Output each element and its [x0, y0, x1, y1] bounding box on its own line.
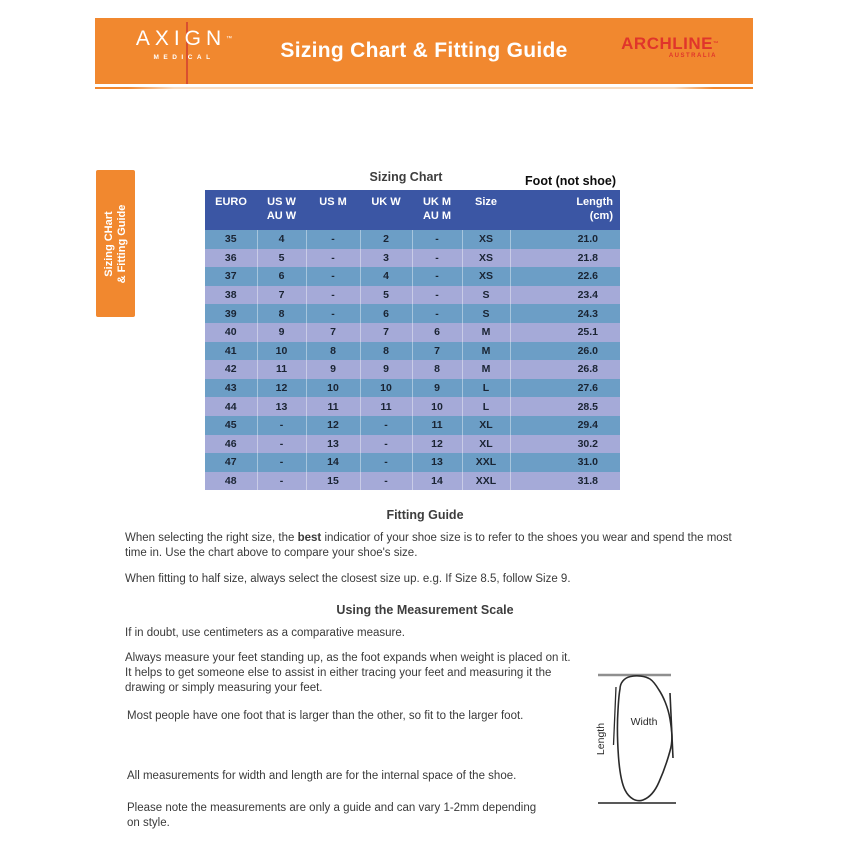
table-row: [205, 286, 620, 305]
sizing-chart-title: Sizing Chart: [369, 170, 443, 184]
table-cell: 6: [360, 304, 412, 323]
foot-measurement-diagram: [590, 645, 725, 815]
table-cell: -: [412, 249, 462, 268]
table-cell: XS: [462, 230, 510, 249]
table-cell: 25.1: [510, 323, 620, 342]
table-cell: 14: [412, 472, 462, 491]
table-cell: -: [412, 304, 462, 323]
table-cell: 26.0: [510, 342, 620, 361]
table-cell: 39: [205, 304, 257, 323]
header-banner: [95, 18, 753, 84]
table-cell: -: [306, 230, 360, 249]
table-row: [205, 472, 620, 491]
table-cell: -: [306, 304, 360, 323]
sidebar-tab-line1: Sizing CHart: [102, 210, 115, 277]
column-header: UK M AU M: [412, 190, 462, 230]
table-cell: S: [462, 304, 510, 323]
table-cell: 22.6: [510, 267, 620, 286]
table-cell: 8: [306, 342, 360, 361]
measurement-paragraph-4: All measurements for width and length are for the internal space of the shoe.: [127, 770, 517, 782]
table-cell: 36: [205, 249, 257, 268]
table-cell: 47: [205, 453, 257, 472]
column-header: Size: [462, 190, 510, 230]
table-cell: 35: [205, 230, 257, 249]
table-cell: XS: [462, 249, 510, 268]
table-row: [205, 304, 620, 323]
table-cell: 41: [205, 342, 257, 361]
table-cell: M: [462, 323, 510, 342]
table-cell: 28.5: [510, 397, 620, 416]
table-cell: S: [462, 286, 510, 305]
column-header: Length (cm): [510, 190, 620, 230]
table-cell: -: [412, 267, 462, 286]
table-cell: 31.8: [510, 472, 620, 491]
table-cell: 4: [360, 267, 412, 286]
table-cell: 12: [257, 379, 306, 398]
table-cell: -: [257, 435, 306, 454]
table-row: [205, 435, 620, 454]
table-cell: 38: [205, 286, 257, 305]
table-cell: 8: [257, 304, 306, 323]
table-cell: 21.8: [510, 249, 620, 268]
table-cell: L: [462, 397, 510, 416]
table-cell: 12: [412, 435, 462, 454]
table-row: [205, 267, 620, 286]
axign-brand-text: AXIGN: [135, 27, 227, 50]
table-cell: 13: [306, 435, 360, 454]
table-cell: -: [360, 453, 412, 472]
table-cell: 5: [257, 249, 306, 268]
axign-trademark: ™: [226, 36, 233, 42]
archline-trademark: ™: [713, 41, 719, 47]
measurement-paragraph-5: [127, 801, 647, 831]
table-row: [205, 249, 620, 268]
table-cell: 43: [205, 379, 257, 398]
table-cell: -: [257, 453, 306, 472]
table-cell: 7: [360, 323, 412, 342]
page-title: Sizing Chart & Fitting Guide: [280, 39, 568, 62]
table-cell: XL: [462, 435, 510, 454]
table-cell: 3: [360, 249, 412, 268]
measurement-p5-line1: Please note the measurements are only a guide and can vary 1-2mm depending: [127, 802, 537, 814]
measurement-paragraph-3: Most people have one foot that is larger than the other, so fit to the larger foot.: [127, 710, 524, 722]
table-cell: 31.0: [510, 453, 620, 472]
table-cell: 2: [360, 230, 412, 249]
table-cell: 40: [205, 323, 257, 342]
table-cell: 4: [257, 230, 306, 249]
table-cell: 48: [205, 472, 257, 491]
table-cell: 27.6: [510, 379, 620, 398]
table-cell: -: [306, 249, 360, 268]
table-row: [205, 342, 620, 361]
table-cell: 24.3: [510, 304, 620, 323]
table-cell: XXL: [462, 472, 510, 491]
table-cell: 11: [360, 397, 412, 416]
table-cell: 7: [412, 342, 462, 361]
fitting-guide-p1-pre: When selecting the right size, the: [125, 532, 298, 544]
table-cell: -: [412, 230, 462, 249]
table-cell: 11: [257, 360, 306, 379]
table-cell: 6: [257, 267, 306, 286]
table-cell: 9: [257, 323, 306, 342]
sizing-table-body: [205, 230, 620, 490]
sidebar-tab: [96, 170, 135, 317]
table-row: [205, 323, 620, 342]
table-cell: -: [306, 267, 360, 286]
table-row: [205, 453, 620, 472]
table-cell: -: [257, 472, 306, 491]
sidebar-tab-line2: & Fitting Guide: [115, 204, 128, 283]
table-row: [205, 230, 620, 249]
table-cell: 14: [306, 453, 360, 472]
table-cell: XXL: [462, 453, 510, 472]
table-cell: 13: [257, 397, 306, 416]
table-cell: 44: [205, 397, 257, 416]
table-cell: -: [412, 286, 462, 305]
table-cell: 11: [306, 397, 360, 416]
measurement-paragraph-1: If in doubt, use centimeters as a comparative measure.: [125, 627, 405, 639]
table-cell: -: [360, 416, 412, 435]
table-cell: 9: [412, 379, 462, 398]
table-cell: 10: [360, 379, 412, 398]
column-header: UK W: [360, 190, 412, 230]
archline-brand-text: ARCHLINE: [621, 34, 713, 53]
table-cell: M: [462, 342, 510, 361]
table-cell: 45: [205, 416, 257, 435]
table-row: [205, 379, 620, 398]
fitting-guide-p1-bold: best: [297, 532, 322, 544]
table-cell: 15: [306, 472, 360, 491]
axign-brand-sub: MEDICAL: [153, 54, 215, 61]
fitting-guide-paragraph-1: [125, 531, 733, 561]
table-cell: 46: [205, 435, 257, 454]
table-cell: -: [257, 416, 306, 435]
table-cell: 10: [257, 342, 306, 361]
fitting-guide-paragraph-2: When fitting to half size, always select the closest size up. e.g. If Size 8.5, follow Size 9.: [125, 573, 571, 585]
table-row: [205, 397, 620, 416]
column-header: US W AU W: [257, 190, 306, 230]
sizing-table: [205, 190, 620, 490]
table-cell: 30.2: [510, 435, 620, 454]
table-cell: -: [360, 435, 412, 454]
table-cell: 8: [412, 360, 462, 379]
table-cell: -: [360, 472, 412, 491]
sizing-table-head: [205, 190, 620, 230]
table-cell: 9: [360, 360, 412, 379]
table-cell: 10: [412, 397, 462, 416]
table-cell: 7: [257, 286, 306, 305]
table-cell: 21.0: [510, 230, 620, 249]
sidebar-tab-label: [103, 170, 129, 317]
column-header: EURO: [205, 190, 257, 230]
table-cell: 5: [360, 286, 412, 305]
archline-logo: [621, 35, 719, 59]
measurement-scale-title: Using the Measurement Scale: [336, 603, 514, 617]
table-cell: XS: [462, 267, 510, 286]
table-cell: M: [462, 360, 510, 379]
table-cell: 23.4: [510, 286, 620, 305]
length-measure-line: [614, 687, 617, 745]
length-label: Length: [595, 722, 607, 756]
table-cell: 8: [360, 342, 412, 361]
banner-underline: [95, 87, 753, 89]
measurement-paragraph-2: Always measure your feet standing up, as the foot expands when weight is placed on it. It helps to get someone else to assist in either tracing your feet and measuring it the drawing or simply measuring your feet.: [125, 652, 571, 694]
measurement-p5-line2: on style.: [127, 817, 170, 829]
table-cell: -: [306, 286, 360, 305]
table-cell: 7: [306, 323, 360, 342]
table-cell: 12: [306, 416, 360, 435]
foot-not-shoe-label: Foot (not shoe): [525, 174, 616, 188]
column-header: US M: [306, 190, 360, 230]
table-cell: 13: [412, 453, 462, 472]
table-cell: 26.8: [510, 360, 620, 379]
table-cell: 10: [306, 379, 360, 398]
table-row: [205, 360, 620, 379]
foot-outline: [617, 676, 671, 801]
archline-brand-name: [621, 35, 719, 53]
fitting-guide-p1-post: indicatior of your shoe size is to refer to the shoes you wear and spend the most time in. Use the chart above to compare your shoe's size.: [125, 532, 732, 559]
table-cell: 37: [205, 267, 257, 286]
width-label: Width: [630, 716, 658, 728]
table-cell: 11: [412, 416, 462, 435]
table-cell: 9: [306, 360, 360, 379]
fitting-guide-title: Fitting Guide: [386, 508, 464, 522]
table-cell: L: [462, 379, 510, 398]
archline-brand-sub: AUSTRALIA: [668, 53, 717, 59]
table-cell: 29.4: [510, 416, 620, 435]
table-cell: 6: [412, 323, 462, 342]
table-row: [205, 416, 620, 435]
table-cell: XL: [462, 416, 510, 435]
table-cell: 42: [205, 360, 257, 379]
